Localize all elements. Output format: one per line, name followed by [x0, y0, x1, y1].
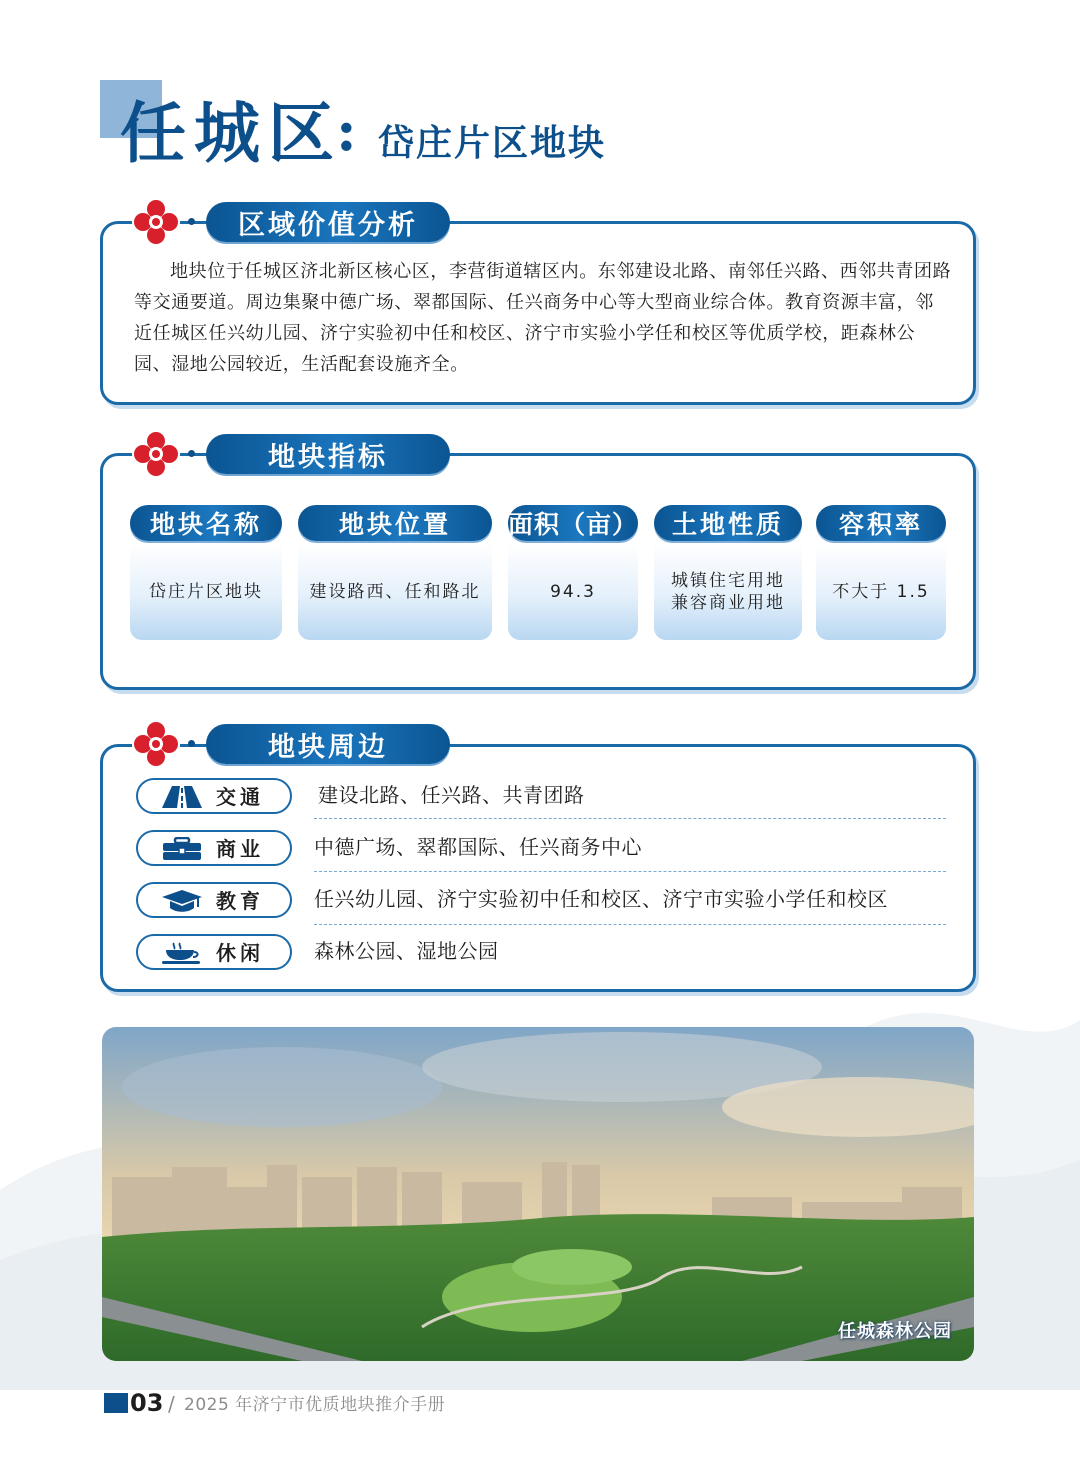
surrounding-tag-leisure	[136, 934, 292, 970]
page-number: 03	[130, 1389, 164, 1417]
tag-label-education: 教育	[216, 889, 264, 913]
surrounding-text-commerce: 中德广场、翠都国际、任兴商务中心	[314, 835, 642, 859]
heading-dot	[188, 218, 195, 225]
page-subtitle: 岱庄片区地块	[378, 123, 607, 164]
park-aerial-photo	[102, 1027, 974, 1361]
region-analysis-text: 地块位于任城区济北新区核心区，李营街道辖区内。东邻建设北路、南邻任兴路、西邻共青团路等交通要道。周边集聚中德广场、翠都国际、任兴商务中心等大型商业综合体。教育资源丰富，邻近任城区任兴幼儿园、济宁实验初中任和校区、济宁市实验小学任和校区等优质学校，距森林公园、湿地公园较近，生活配套设施齐全。	[134, 261, 952, 375]
indicator-header-name: 地块名称	[130, 505, 282, 541]
tag-label-leisure: 休闲	[216, 941, 264, 965]
row-divider	[314, 818, 946, 819]
surrounding-text-leisure: 森林公园、湿地公园	[314, 939, 499, 963]
road-icon	[160, 785, 204, 809]
land-use-line-1: 城镇住宅用地	[671, 571, 785, 591]
indicator-value-name: 岱庄片区地块	[130, 544, 282, 640]
tag-label-traffic: 交通	[216, 785, 264, 809]
surrounding-tag-commerce	[136, 830, 292, 866]
photo-caption: 任城森林公园	[838, 1321, 952, 1342]
indicator-header-location: 地块位置	[298, 505, 492, 541]
indicator-header-area: 面积（亩）	[508, 505, 638, 541]
teacup-icon	[160, 941, 204, 965]
indicator-value-location: 建设路西、任和路北	[298, 544, 492, 640]
indicator-header-land-use: 土地性质	[654, 505, 802, 541]
indicator-header-plot-ratio: 容积率	[816, 505, 946, 541]
row-divider	[314, 924, 946, 925]
flower-badge-icon	[132, 198, 180, 246]
footer-accent-block	[104, 1393, 128, 1413]
land-use-line-2: 兼容商业用地	[671, 593, 785, 613]
surrounding-tag-traffic	[136, 778, 292, 814]
section-heading-label: 区域价值分析	[206, 202, 450, 242]
footer-slash: /	[168, 1392, 175, 1416]
tag-label-commerce: 商业	[216, 837, 264, 861]
surrounding-text-traffic: 建设北路、任兴路、共青团路	[318, 783, 585, 807]
heading-dot	[188, 450, 195, 457]
surrounding-text-education: 任兴幼儿园、济宁实验初中任和校区、济宁市实验小学任和校区	[314, 887, 888, 911]
row-divider	[314, 871, 946, 872]
flower-badge-icon	[132, 720, 180, 768]
surrounding-tag-education	[136, 882, 292, 918]
footer-title: 2025 年济宁市优质地块推介手册	[184, 1395, 446, 1415]
indicator-value-area: 94.3	[508, 544, 638, 640]
indicator-value-plot-ratio: 不大于 1.5	[816, 544, 946, 640]
briefcase-icon	[160, 837, 204, 861]
section-heading-label: 地块指标	[206, 434, 450, 474]
graduation-cap-icon	[160, 889, 204, 913]
indicator-value-land-use	[654, 544, 802, 640]
title-colon: :	[336, 98, 357, 164]
section-heading-label: 地块周边	[206, 724, 450, 764]
page-title: 任城区	[120, 94, 342, 172]
flower-badge-icon	[132, 430, 180, 478]
heading-dot	[188, 740, 195, 747]
